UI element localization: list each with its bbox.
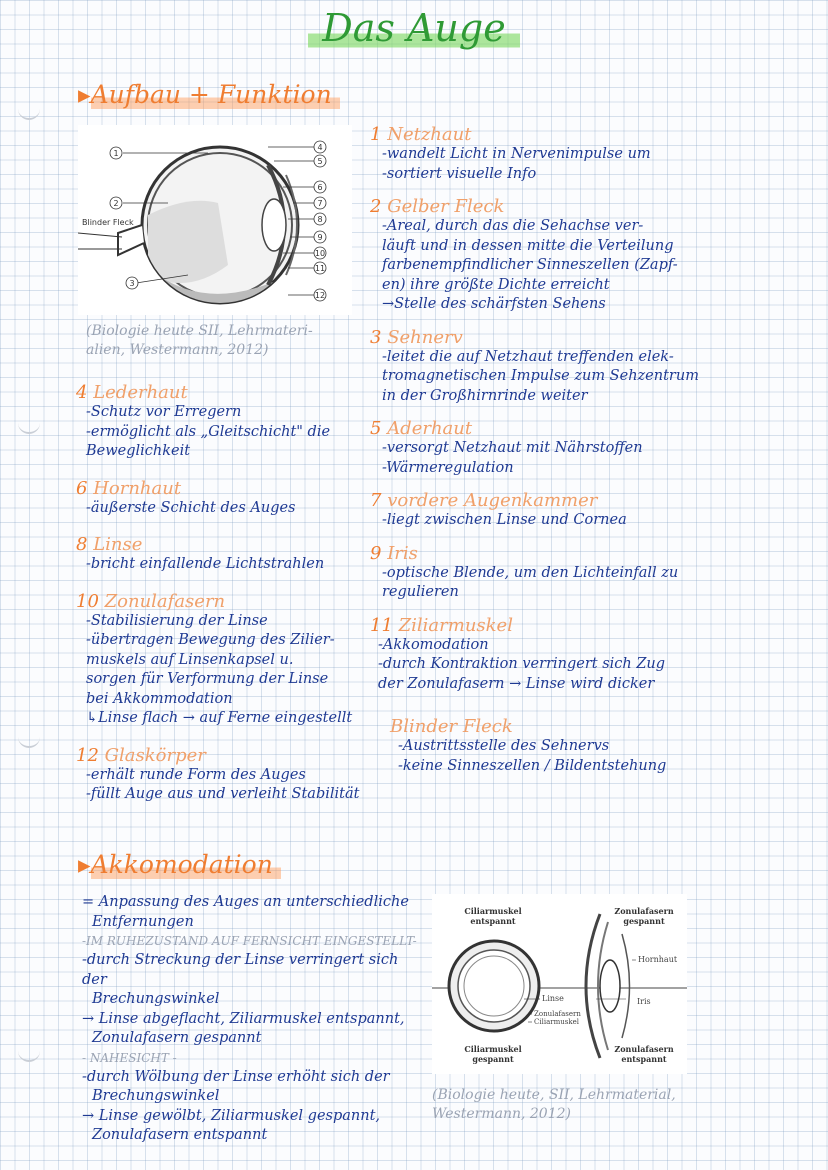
item-zonulafasern: 10 Zonulafasern -Stabilisierung der Linse -übertragen Bewegung des Zilier- muskels auf Linsenkapsel u. sorgen für Verformung der Linse bei Akkommodation ↳Linse flach → auf Ferne eingestellt — [76, 590, 353, 726]
item-ziliarmuskel: 11 Ziliarmuskel -Akkomodation -durch Kontraktion verringert sich Zug der Zonulafasern → Linse wird dicker — [370, 614, 666, 692]
blind-spot-label: Blinder Fleck — [82, 218, 134, 227]
accommodation-diagram — [432, 894, 687, 1074]
label-5: 5 — [317, 157, 323, 166]
item-vordere-augenkammer: 7 vordere Augenkammer -liegt zwischen Linse und Cornea — [370, 490, 627, 528]
source-citation-1: (Biologie heute SII, Lehrmateri- alien, Westermann, 2012) — [86, 323, 313, 358]
label-ciliarmuskel-entspannt: Ciliarmuskel entspannt — [464, 906, 522, 926]
label-zonulafasern: Zonulafasern — [534, 1010, 581, 1018]
binder-hole — [18, 104, 40, 120]
page-title: Das Auge — [0, 6, 828, 50]
label-zonulafasern-gespannt: Zonulafasern gespannt — [614, 906, 674, 926]
item-aderhaut: 5 Aderhaut -versorgt Netzhaut mit Nährstoffen -Wärmeregulation — [370, 418, 643, 476]
label-9: 9 — [317, 233, 323, 242]
label-8: 8 — [317, 215, 323, 224]
akkomodation-text: = Anpassung des Auges an unterschiedliche Entfernungen -IM RUHEZUSTAND AUF FERNSICHT EINGESTELLT- -durch Streckung der Linse verringert sich der Brechungswinkel → Linse abgeflacht, Ziliarmuskel entspannt, Zonulafasern gespannt - NAHESICHT - -durch Wölbung der Linse erhöht sich der Brechungswinkel → Linse gewölbt, Ziliarmuskel gespannt, Zonulafasern entspannt — [82, 894, 417, 1143]
right-column — [370, 124, 710, 776]
item-sehnerv: 3 Sehnerv -leitet die auf Netzhaut treffenden elek- tromagnetischen Impulse zum Sehzentrum in der Großhirnrinde weiter — [370, 326, 699, 404]
label-10: 10 — [314, 249, 326, 258]
item-blinder-fleck: Blinder Fleck -Austrittsstelle des Sehnervs -keine Sinneszellen / Bildentstehung — [390, 716, 667, 774]
label-zonulafasern-entspannt: Zonulafasern entspannt — [614, 1044, 674, 1064]
item-gelber-fleck: 2 Gelber Fleck -Areal, durch das die Sehachse ver- läuft und in dessen mitte die Verteilung farbenempfindlicher Sinneszellen (Zapf- en) ihre größte Dichte erreicht →Stelle des schärfsten Sehens — [370, 196, 678, 312]
label-ciliarmuskel-gespannt: Ciliarmuskel gespannt — [464, 1044, 522, 1064]
item-glaskoerper: 12 Glaskörper -erhält runde Form des Auges -füllt Auge aus und verleiht Stabilität — [76, 744, 360, 802]
label-1: 1 — [113, 149, 119, 158]
label-11: 11 — [314, 264, 326, 273]
binder-hole — [18, 418, 40, 434]
label-2: 2 — [113, 199, 119, 208]
left-column — [76, 382, 366, 805]
label-7: 7 — [317, 199, 323, 208]
label-linse: Linse — [542, 994, 564, 1003]
eye-diagram — [78, 125, 352, 315]
eye-diagram-svg — [78, 125, 352, 315]
binder-hole — [18, 1046, 40, 1062]
label-12: 12 — [314, 291, 326, 300]
section-heading-aufbau: ▸Aufbau + Funktion — [78, 80, 340, 109]
label-6: 6 — [317, 183, 323, 192]
label-iris: Iris — [637, 997, 651, 1006]
section-heading-akkomodation: ▸Akkomodation — [78, 850, 281, 879]
item-lederhaut: 4 Lederhaut -Schutz vor Erregern -ermöglicht als „Gleitschicht" die Beweglichkeit — [76, 382, 331, 459]
item-hornhaut: 6 Hornhaut -äußerste Schicht des Auges — [76, 477, 296, 516]
source-citation-2: (Biologie heute, SII, Lehrmaterial, Westermann, 2012) — [432, 1087, 676, 1122]
item-iris: 9 Iris -optische Blende, um den Lichteinfall zu regulieren — [370, 542, 679, 600]
label-ciliarmuskel: Ciliarmuskel — [534, 1018, 579, 1026]
binder-hole — [18, 732, 40, 748]
label-hornhaut: Hornhaut — [638, 955, 678, 964]
item-netzhaut: 1 Netzhaut -wandelt Licht in Nervenimpulse um -sortiert visuelle Info — [370, 124, 651, 182]
item-linse: 8 Linse -bricht einfallende Lichtstrahlen — [76, 534, 325, 572]
label-3: 3 — [129, 279, 135, 288]
label-4: 4 — [317, 143, 323, 152]
